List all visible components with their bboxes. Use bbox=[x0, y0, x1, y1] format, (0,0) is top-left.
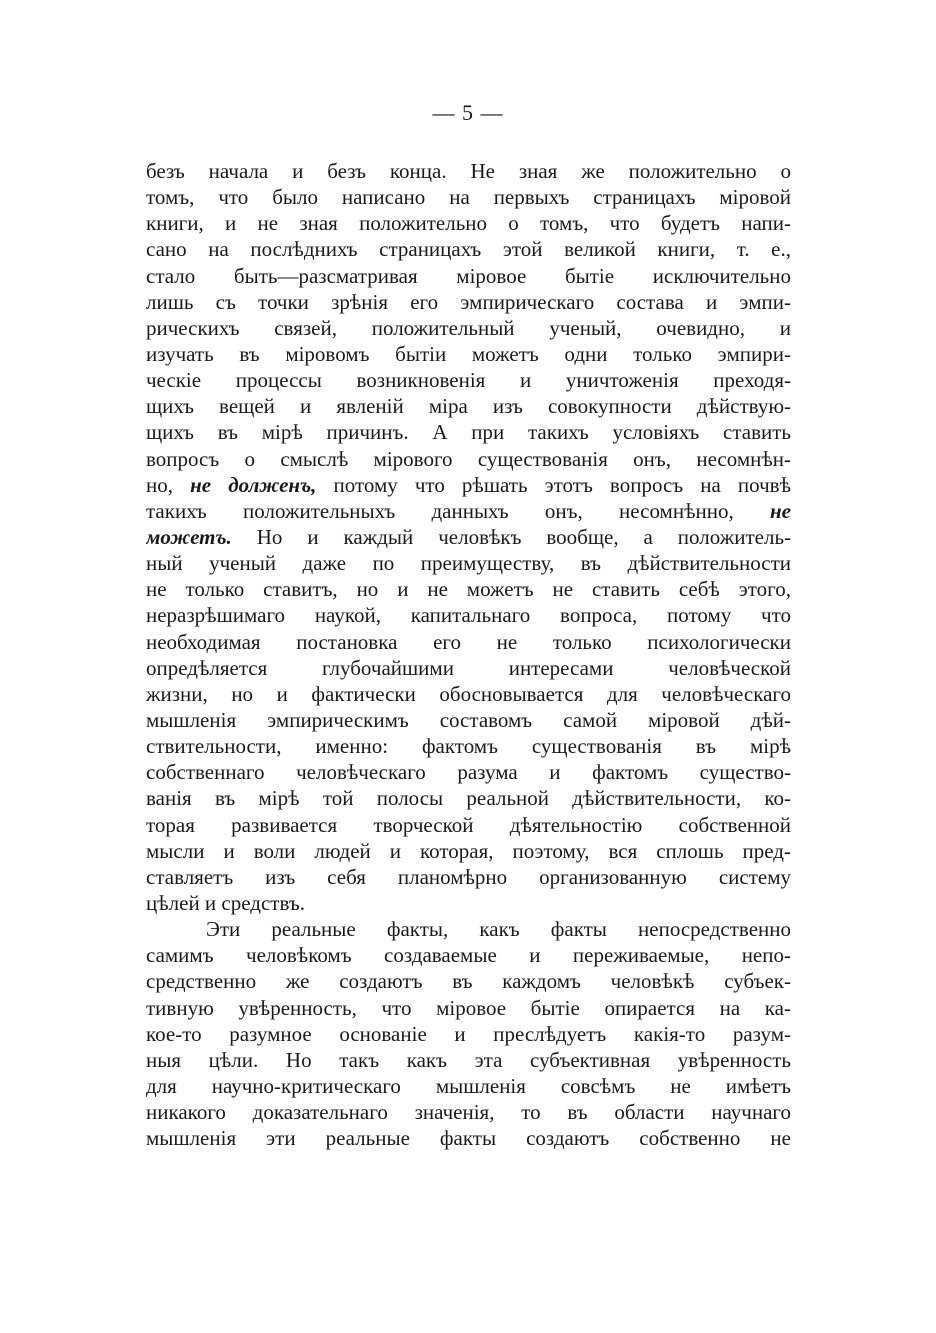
text-line: вопросъ о смыслѣ мірового существованія онъ, несомнѣн- bbox=[146, 446, 791, 471]
text-line: опредѣляется глубочайшими интересами человѣческой bbox=[146, 655, 791, 680]
paragraph-1 bbox=[146, 158, 791, 916]
text-line: сано на послѣднихъ страницахъ этой великой книги, т. е., bbox=[146, 237, 791, 262]
text-line: ствительности, именно: фактомъ существованія въ мірѣ bbox=[146, 734, 791, 759]
text-line: книги, и не зная положительно о томъ, что будетъ напи- bbox=[146, 211, 791, 236]
text-line: ставляетъ изъ себя планомѣрно организованную систему bbox=[146, 864, 791, 889]
text-line: никакого доказательнаго значенія, то въ области научнаго bbox=[146, 1100, 791, 1125]
text-line: цѣлей и средствъ. bbox=[146, 890, 305, 915]
text-line: ный ученый даже по преимуществу, въ дѣйствительности bbox=[146, 551, 791, 576]
text-fragment: потому что рѣшать этотъ вопросъ на почвѣ bbox=[333, 472, 791, 497]
text-line: ческіе процессы возникновенія и уничтоженія преходя- bbox=[146, 368, 791, 393]
italic-emphasis: можетъ. bbox=[146, 524, 232, 549]
text-line: ныя цѣли. Но такъ какъ эта субъективная увѣренность bbox=[146, 1047, 791, 1072]
text-line: лишь съ точки зрѣнія его эмпирическаго состава и эмпи- bbox=[146, 289, 791, 314]
text-line: необходимая постановка его не только психологически bbox=[146, 629, 791, 654]
text-line: щихъ вещей и явленій міра изъ совокупности дѣйствую- bbox=[146, 394, 791, 419]
body-text bbox=[146, 158, 791, 1151]
text-line: тивную увѣренность, что міровое бытіе опирается на ка- bbox=[146, 995, 791, 1020]
text-line bbox=[146, 498, 791, 524]
text-line: ванія въ мірѣ той полосы реальной дѣйствительности, ко- bbox=[146, 786, 791, 811]
text-line: стало быть—разсматривая міровое бытіе исключительно bbox=[146, 263, 791, 288]
text-line bbox=[146, 524, 791, 550]
text-line: мышленія эмпирическимъ составомъ самой міровой дѣй- bbox=[146, 707, 791, 732]
text-line: щихъ въ мірѣ причинъ. А при такихъ условіяхъ ставить bbox=[146, 420, 791, 445]
text-line: жизни, но и фактически обосновывается для человѣческаго bbox=[146, 681, 791, 706]
text-line: самимъ человѣкомъ создаваемые и переживаемые, непо- bbox=[146, 943, 791, 968]
text-line: мысли и воли людей и которая, поэтому, вся сплошь пред- bbox=[146, 838, 791, 863]
text-line: для научно-критическаго мышленія совсѣмъ не имѣетъ bbox=[146, 1073, 791, 1098]
text-line: средственно же создаютъ въ каждомъ человѣкѣ субъек- bbox=[146, 969, 791, 994]
text-line: торая развивается творческой дѣятельностію собственной bbox=[146, 812, 791, 837]
italic-emphasis: не bbox=[770, 498, 791, 523]
page-number: — 5 — bbox=[432, 100, 504, 125]
text-line: Эти реальные факты, какъ факты непосредственно bbox=[206, 917, 791, 942]
text-fragment: Но и каждый человѣкъ вообще, а положитель- bbox=[256, 524, 791, 549]
text-line: не только ставитъ, но и не можетъ не ставить себѣ этого, bbox=[146, 577, 791, 602]
text-line: кое-то разумное основаніе и преслѣдуетъ какія-то разум- bbox=[146, 1021, 791, 1046]
text-line bbox=[146, 472, 791, 498]
text-fragment: такихъ положительныхъ данныхъ онъ, несомнѣнно, bbox=[146, 498, 734, 523]
text-line: собственнаго человѣческаго разума и фактомъ существо- bbox=[146, 760, 791, 785]
text-fragment: но, bbox=[146, 472, 173, 497]
text-line: рическихъ связей, положительный ученый, очевидно, и bbox=[146, 315, 791, 340]
text-line: неразрѣшимаго наукой, капитальнаго вопроса, потому что bbox=[146, 603, 791, 628]
paragraph-2 bbox=[146, 916, 791, 1151]
text-line: томъ, что было написано на первыхъ страницахъ міровой bbox=[146, 185, 791, 210]
italic-emphasis: не долженъ, bbox=[190, 472, 317, 497]
text-line: изучать въ міровомъ бытіи можетъ одни только эмпири- bbox=[146, 341, 791, 366]
text-line: безъ начала и безъ конца. Не зная же положительно о bbox=[146, 159, 791, 183]
text-line: мышленія эти реальные факты создаютъ собственно не bbox=[146, 1126, 791, 1151]
